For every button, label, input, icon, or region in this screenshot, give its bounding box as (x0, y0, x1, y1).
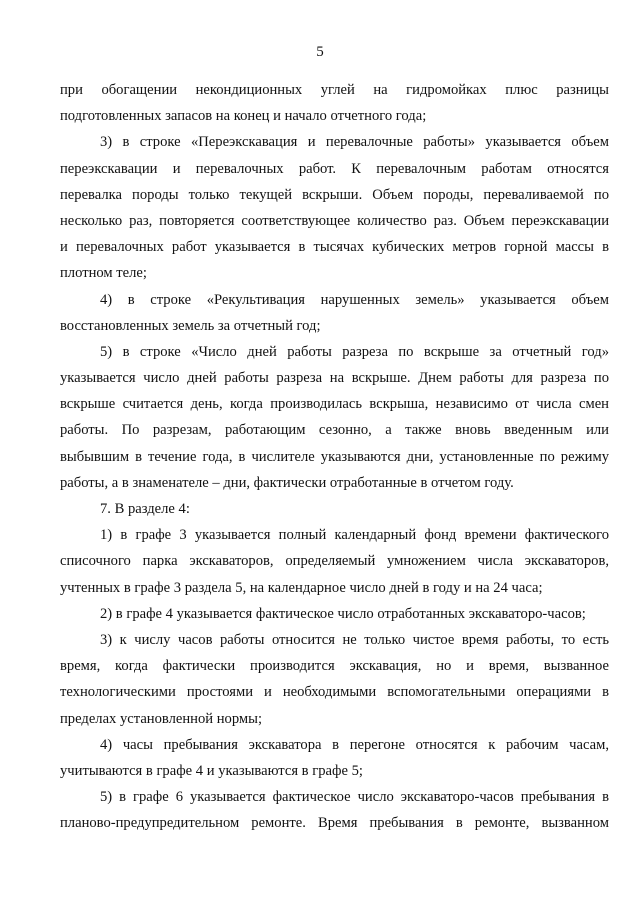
text-line: учтенных в графе 3 раздела 5, на календарное число дней в году и на 24 часа; (60, 579, 543, 596)
text-line: плотном теле; (60, 265, 147, 282)
text-line: восстановленных земель за отчетный год; (60, 317, 321, 334)
text-line: 7. В разделе 4: (100, 501, 190, 517)
text-line: пределах установленной нормы; (60, 710, 263, 727)
text-line: при обогащении некондиционных углей на гидромойках плюс разницы (60, 82, 609, 98)
text-line: работы. По разрезам, работающим сезонно, а также вновь введенным или (60, 422, 609, 439)
text-line: вскрыше считается день, когда производилась вскрыша, независимо от числа смен (60, 396, 609, 413)
text-line: 1) в графе 3 указывается полный календарный фонд времени фактического (100, 527, 609, 544)
text-line: указывается число дней работы разреза на вскрыше. Днем работы для разреза по (60, 370, 609, 387)
text-line: 5) в графе 6 указывается фактическое число экскаваторо-часов пребывания в (100, 789, 609, 806)
text-line: 2) в графе 4 указывается фактическое число отработанных экскаваторо-часов; (100, 605, 586, 622)
text-line: выбывшим в течение года, в числителе указываются дни, установленные по режиму (60, 448, 609, 465)
text-line: и перевалочных работ указывается в тысячах кубических метров горной массы в (60, 239, 609, 256)
body-text (60, 77, 609, 836)
text-line: 4) в строке «Рекультивация нарушенных земель» указывается объем (100, 291, 609, 308)
text-line: подготовленных запасов на конец и начало отчетного года; (60, 108, 427, 125)
text-line: несколько раз, повторяется соответствующее количество раз. Объем переэкскавации (60, 212, 609, 229)
text-line: 3) к числу часов работы относится не только чистое время работы, то есть (100, 631, 609, 648)
text-line: учитываются в графе 4 и указываются в графе 5; (60, 762, 363, 779)
text-line: списочного парка экскаваторов, определяемый умножением числа экскаваторов, (60, 553, 609, 570)
text-line: время, когда фактически производится экскавация, но и время, вызванное (60, 658, 609, 675)
text-line: технологическими простоями и необходимыми вспомогательными операциями в (60, 684, 609, 701)
text-line: 3) в строке «Переэкскавация и перевалочные работы» указывается объем (100, 134, 609, 151)
text-line: 5) в строке «Число дней работы разреза по вскрыше за отчетный год» (100, 343, 609, 360)
text-line: работы, а в знаменателе – дни, фактически отработанные в отчетом году. (60, 474, 514, 491)
text-line: планово-предупредительном ремонте. Время пребывания в ремонте, вызванном (60, 815, 609, 832)
text-line: перевалка породы только текущей вскрыши. Объем породы, переваливаемой по (60, 186, 609, 203)
text-line: переэкскавации и перевалочных работ. К перевалочным работам относятся (60, 160, 609, 177)
page-number: 5 (316, 44, 324, 60)
text-line: 4) часы пребывания экскаватора в перегоне относятся к рабочим часам, (100, 736, 609, 753)
